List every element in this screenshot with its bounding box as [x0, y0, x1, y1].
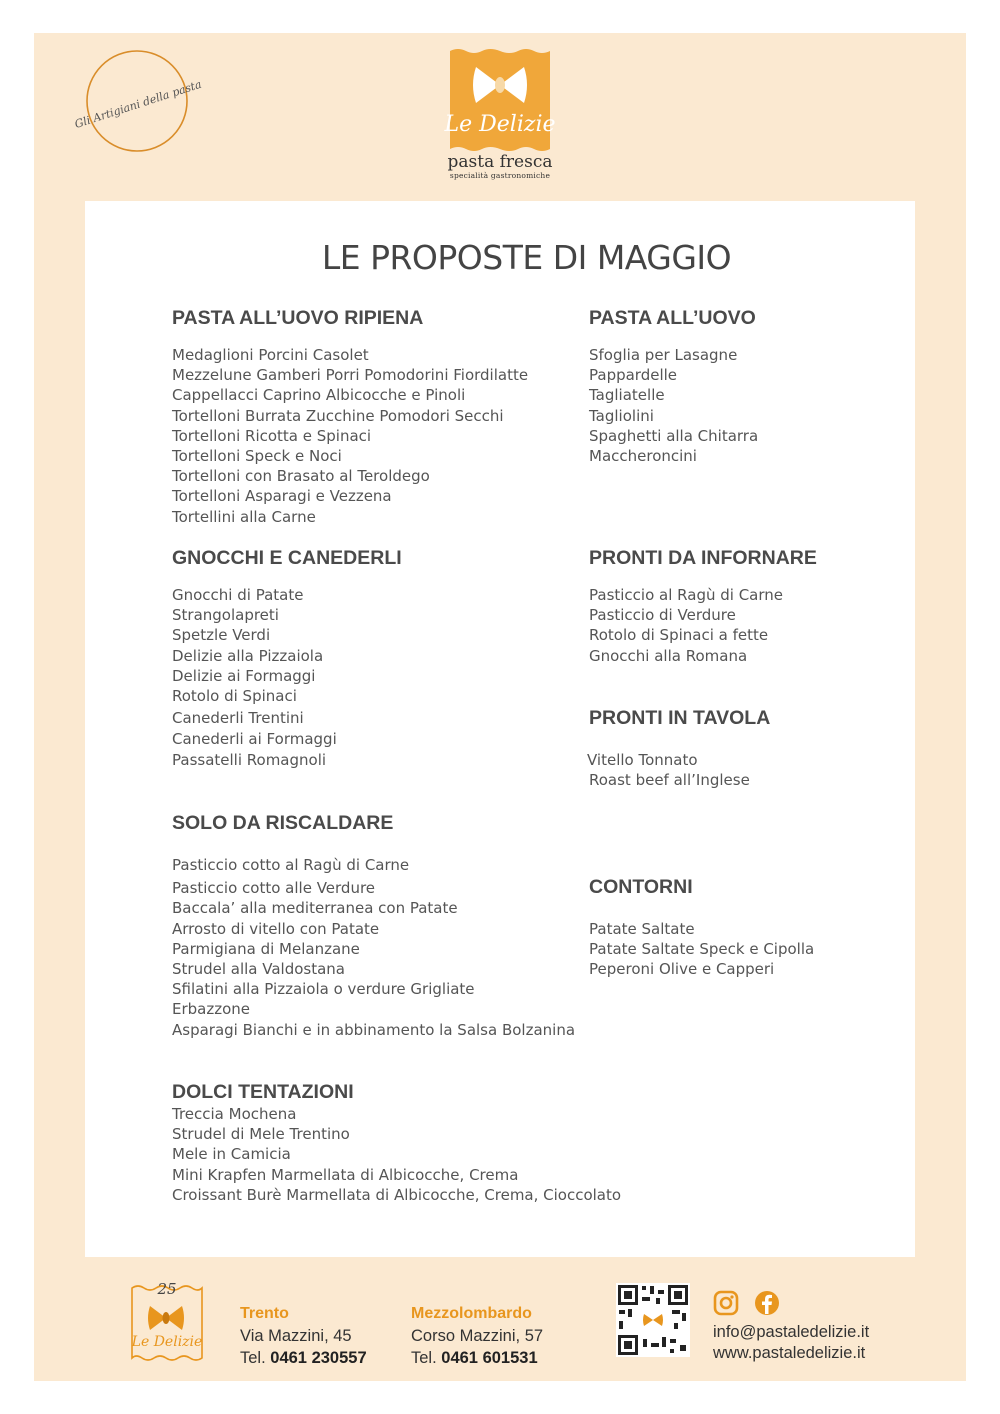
store-city: Trento [240, 1305, 289, 1322]
facebook-icon[interactable] [754, 1290, 780, 1316]
section-pasta-ripiena [172, 307, 528, 527]
list-item: Passatelli Romagnoli [172, 750, 327, 769]
list-item: Erbazzone [172, 1000, 251, 1019]
tel-number: 0461 230557 [270, 1349, 367, 1367]
brand-tagline: specialità gastronomiche [449, 171, 551, 180]
list-item: Mele in Camicia [172, 1145, 291, 1164]
anniversary-number: 25 [157, 1280, 177, 1298]
list-item: Tortelloni Asparagi e Vezzena [172, 487, 392, 506]
section-pronti-infornare [589, 547, 817, 666]
store-address: Corso Mazzini, 57 [411, 1327, 544, 1345]
list-item: Roast beef all’Inglese [589, 771, 750, 790]
store-city: Mezzolombardo [411, 1305, 532, 1322]
artigiani-logo-text: Gli Artigiani della pasta [73, 77, 204, 131]
brand-subtitle [436, 153, 564, 180]
list-item: Cappellacci Caprino Albicocche e Pinoli [172, 386, 466, 405]
item-list [587, 750, 770, 790]
section-title: DOLCI TENTAZIONI [172, 1081, 354, 1103]
list-item: Gnocchi alla Romana [589, 646, 748, 665]
tel-number: 0461 601531 [441, 1349, 538, 1367]
artigiani-logo [73, 48, 204, 154]
section-riscaldare [172, 812, 575, 1040]
list-item: Tortelloni Ricotta e Spinaci [172, 426, 372, 445]
instagram-icon[interactable] [713, 1290, 739, 1316]
social-icons [713, 1290, 780, 1316]
list-item: Tagliolini [589, 406, 654, 425]
website-link[interactable]: www.pastaledelizie.it [713, 1344, 866, 1362]
list-item: Baccala’ alla mediterranea con Patate [172, 899, 458, 918]
list-item: Tagliatelle [589, 386, 665, 405]
list-item: Parmigiana di Melanzane [172, 939, 360, 958]
store-address: Via Mazzini, 45 [240, 1327, 352, 1345]
footer-logo-text: Le Delizie [131, 1334, 203, 1350]
section-contorni [589, 876, 814, 980]
section-title: CONTORNI [589, 876, 693, 898]
bowtie-pasta-icon [148, 1306, 184, 1330]
list-item: Rotolo di Spinaci a fette [589, 626, 769, 645]
list-item: Peperoni Olive e Capperi [589, 960, 775, 979]
section-title: GNOCCHI E CANEDERLI [172, 547, 402, 569]
contact-info [713, 1322, 869, 1364]
list-item: Spaghetti alla Chitarra [589, 426, 759, 445]
list-item: Pasticcio cotto al Ragù di Carne [172, 856, 410, 874]
list-item: Pasticcio cotto alle Verdure [172, 879, 376, 898]
section-title: PASTA ALL’UOVO [589, 307, 756, 329]
list-item: Pasticcio di Verdure [589, 606, 736, 625]
section-pronti-tavola [589, 707, 770, 790]
list-item: Delizie ai Formaggi [172, 666, 316, 685]
item-list [172, 345, 528, 527]
store-phone[interactable] [240, 1347, 367, 1369]
tel-label: Tel. [240, 1349, 266, 1367]
list-item: Arrosto di vitello con Patate [172, 919, 380, 938]
list-item: Tortelloni Burrata Zucchine Pomodori Secchi [172, 406, 504, 425]
list-item: Strangolapreti [172, 606, 279, 625]
item-list [172, 585, 402, 770]
item-list [589, 345, 758, 466]
brand-logo-text: Le Delizie [444, 112, 556, 137]
list-item: Delizie alla Pizzaiola [172, 646, 324, 665]
list-item: Pasticcio al Ragù di Carne [589, 586, 784, 604]
tel-label: Tel. [411, 1349, 437, 1367]
list-item: Medaglioni Porcini Casolet [172, 346, 369, 364]
list-item: Canederli ai Formaggi [172, 730, 337, 749]
item-list [172, 855, 575, 1040]
list-item: Canederli Trentini [172, 709, 304, 728]
list-item: Rotolo di Spinaci [172, 687, 297, 706]
qr-code-icon[interactable] [616, 1283, 690, 1357]
list-item: Spetzle Verdi [172, 626, 271, 645]
section-title: SOLO DA RISCALDARE [172, 812, 394, 834]
section-title: PRONTI DA INFORNARE [589, 547, 817, 569]
section-title: PRONTI IN TAVOLA [589, 707, 771, 729]
list-item: Asparagi Bianchi e in abbinamento la Salsa Bolzanina [172, 1020, 576, 1039]
page-title: LE PROPOSTE DI MAGGIO [321, 238, 732, 277]
section-title: PASTA ALL’UOVO RIPIENA [172, 307, 424, 329]
item-list [589, 585, 817, 666]
item-list [172, 1104, 621, 1205]
list-item: Maccheroncini [589, 447, 697, 466]
list-item: Treccia Mochena [172, 1105, 297, 1123]
list-item: Patate Saltate Speck e Cipolla [589, 940, 815, 959]
list-item: Mezzelune Gamberi Porri Pomodorini Fiordilatte [172, 366, 529, 385]
brand-subtitle-text: pasta fresca [447, 152, 553, 172]
section-pasta-uovo [589, 307, 758, 466]
item-list [589, 919, 814, 980]
list-item: Vitello Tonnato [587, 751, 698, 769]
list-item: Strudel alla Valdostana [172, 960, 345, 979]
list-item: Sfoglia per Lasagne [589, 346, 738, 364]
list-item: Mini Krapfen Marmellata di Albicocche, Crema [172, 1165, 519, 1184]
list-item: Sfilatini alla Pizzaiola o verdure Grigliate [172, 980, 475, 999]
list-item: Tortelloni Speck e Noci [172, 447, 342, 466]
store-phone[interactable] [411, 1347, 543, 1369]
list-item: Gnocchi di Patate [172, 586, 304, 604]
list-item: Strudel di Mele Trentino [172, 1125, 350, 1144]
store-mezzolombardo [411, 1303, 543, 1369]
section-gnocchi [172, 547, 402, 770]
list-item: Patate Saltate [589, 920, 695, 938]
list-item: Tortelloni con Brasato al Teroldego [172, 467, 430, 486]
store-trento [240, 1303, 367, 1369]
email-link[interactable]: info@pastaledelizie.it [713, 1323, 870, 1341]
list-item: Pappardelle [589, 366, 678, 385]
list-item: Croissant Burè Marmellata di Albicocche, Crema, Cioccolato [172, 1185, 622, 1204]
list-item: Tortellini alla Carne [172, 507, 316, 526]
section-dolci [172, 1081, 621, 1205]
footer-logo [126, 1278, 206, 1362]
le-delizie-logo [446, 47, 554, 153]
